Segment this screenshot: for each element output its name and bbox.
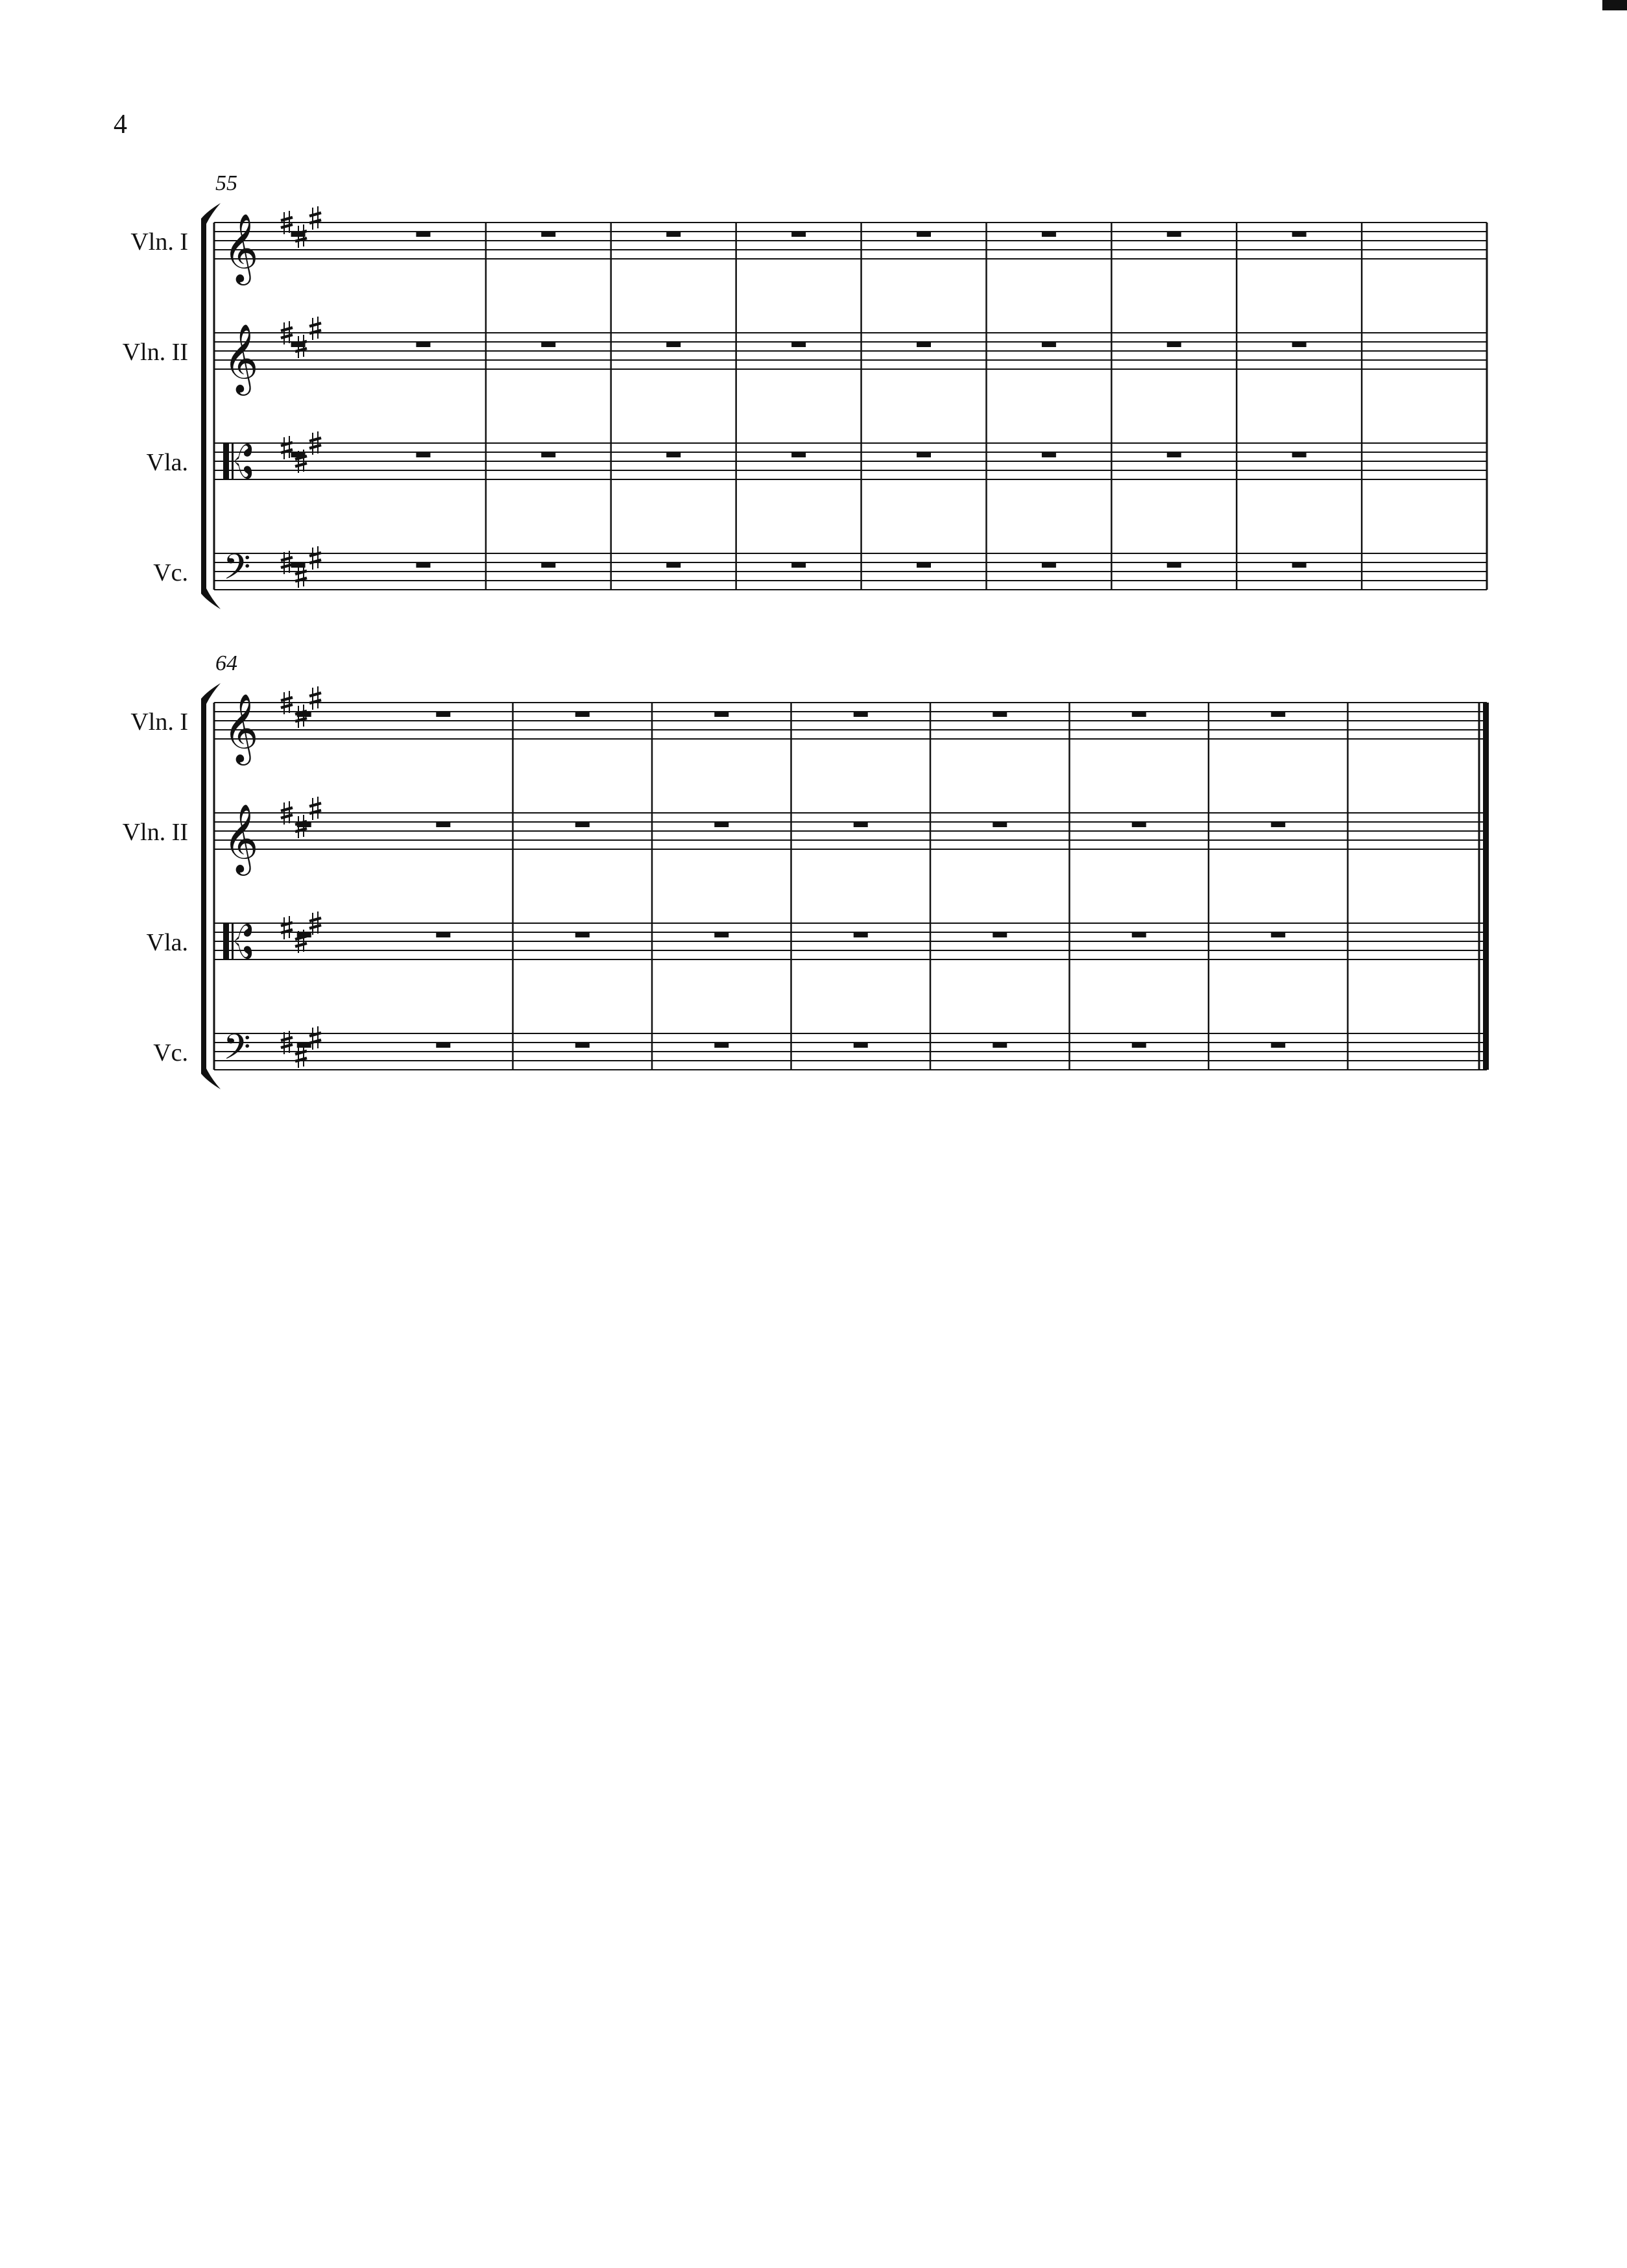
measure-rest — [1271, 822, 1285, 827]
measure-rest — [575, 1043, 590, 1048]
measure-rest — [1132, 932, 1146, 937]
measure-rest — [1271, 932, 1285, 937]
measure-rest — [666, 452, 681, 457]
measure-rest — [854, 932, 868, 937]
measure-rest — [1042, 232, 1056, 237]
measure-rest — [1292, 562, 1307, 568]
measure-rest — [993, 712, 1007, 717]
system-bracket — [201, 203, 221, 609]
measure-rest — [1167, 452, 1181, 457]
instrument-label: Vc. — [153, 1039, 188, 1067]
final-barline-thick — [1483, 703, 1489, 1070]
measure-rest — [575, 712, 590, 717]
measure-rest — [436, 712, 450, 717]
measure-rest — [1042, 342, 1056, 347]
measure-rest — [854, 1043, 868, 1048]
measure-rest — [1167, 342, 1181, 347]
measure-rest — [854, 822, 868, 827]
key-sharp — [295, 564, 307, 588]
measure-rest — [436, 1043, 450, 1048]
measure-rest — [1132, 1043, 1146, 1048]
measure-rest — [291, 232, 306, 237]
measure-rest — [297, 1043, 311, 1048]
measure-rest — [291, 342, 306, 347]
measure-rest — [993, 1043, 1007, 1048]
measure-rest — [666, 562, 681, 568]
measure-rest — [854, 712, 868, 717]
treble-clef: 𝄞 — [223, 693, 259, 762]
measure-rest — [416, 562, 430, 568]
measure-rest — [1167, 562, 1181, 568]
instrument-label: Vln. II — [122, 339, 188, 366]
measure-rest — [917, 452, 931, 457]
measure-rest — [1292, 232, 1307, 237]
measure-rest — [1167, 232, 1181, 237]
measure-rest — [714, 822, 729, 827]
key-sharp — [309, 317, 321, 340]
measure-rest — [575, 822, 590, 827]
measure-rest — [416, 232, 430, 237]
measure-rest — [1271, 712, 1285, 717]
key-sharp — [309, 686, 321, 710]
treble-clef: 𝄞 — [223, 323, 259, 392]
measure-rest — [1132, 712, 1146, 717]
measure-rest — [1042, 562, 1056, 568]
measure-rest — [993, 822, 1007, 827]
measure-rest — [291, 562, 306, 568]
measure-rest — [416, 342, 430, 347]
measure-rest — [791, 232, 806, 237]
instrument-label: Vln. I — [130, 228, 188, 256]
bass-clef: 𝄢 — [223, 1026, 251, 1076]
measure-rest — [917, 562, 931, 568]
measure-rest — [297, 712, 311, 717]
measure-rest — [436, 822, 450, 827]
measure-rest — [917, 232, 931, 237]
measure-rest — [291, 452, 306, 457]
measure-rest — [297, 822, 311, 827]
measure-rest — [1292, 452, 1307, 457]
treble-clef: 𝄞 — [223, 213, 259, 282]
measure-rest — [575, 932, 590, 937]
measure-rest — [541, 342, 555, 347]
measure-rest — [436, 932, 450, 937]
page-number: 4 — [114, 110, 127, 139]
measure-rest — [541, 232, 555, 237]
measure-rest — [791, 562, 806, 568]
measure-rest — [666, 342, 681, 347]
measure-rest — [791, 452, 806, 457]
measure-rest — [1132, 822, 1146, 827]
key-sharp — [309, 206, 321, 230]
key-sharp — [309, 797, 321, 820]
measure-rest — [791, 342, 806, 347]
measure-rest — [1042, 452, 1056, 457]
measure-rest — [1271, 1043, 1285, 1048]
measure-rest — [993, 932, 1007, 937]
measure-rest — [714, 1043, 729, 1048]
instrument-label: Vln. II — [122, 819, 188, 846]
measure-rest — [416, 452, 430, 457]
measure-rest — [666, 232, 681, 237]
system-bracket — [201, 683, 221, 1089]
measure-number: 55 — [215, 171, 237, 195]
key-sharp — [281, 436, 293, 459]
measure-rest — [714, 932, 729, 937]
measure-number: 64 — [215, 651, 237, 675]
key-sharp — [309, 546, 321, 570]
measure-rest — [714, 712, 729, 717]
bass-clef: 𝄢 — [223, 546, 251, 596]
instrument-label: Vla. — [146, 449, 188, 476]
measure-rest — [297, 932, 311, 937]
measure-rest — [541, 452, 555, 457]
key-sharp — [295, 1044, 307, 1068]
treble-clef: 𝄞 — [223, 803, 259, 873]
instrument-label: Vln. I — [130, 708, 188, 736]
instrument-label: Vla. — [146, 929, 188, 956]
measure-rest — [541, 562, 555, 568]
measure-rest — [1292, 342, 1307, 347]
key-sharp — [281, 916, 293, 939]
measure-rest — [917, 342, 931, 347]
instrument-label: Vc. — [153, 559, 188, 586]
